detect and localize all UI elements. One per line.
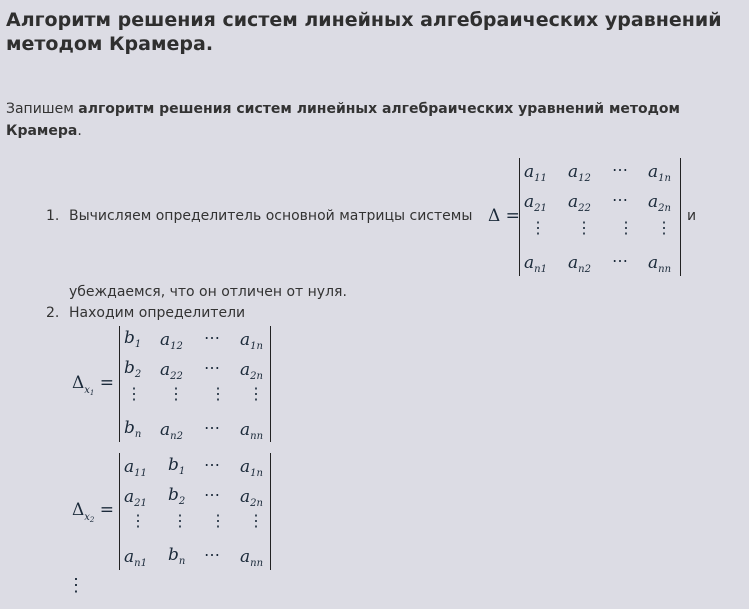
matrix-cell: ⋯ bbox=[612, 251, 628, 270]
intro-paragraph bbox=[6, 98, 736, 142]
intro-prefix: Запишем bbox=[6, 101, 79, 117]
matrix-cell: $a_{n1}$ bbox=[524, 253, 547, 275]
step2-text: Находим определители bbox=[69, 305, 246, 321]
matrix-cell: $a_{2n}$ bbox=[240, 487, 263, 509]
matrix-cell: $a_{1n}$ bbox=[240, 330, 263, 352]
matrix-cell: $b_n$ bbox=[168, 545, 186, 567]
main-determinant bbox=[519, 158, 681, 276]
matrix-cell: $a_{12}$ bbox=[160, 330, 183, 352]
step1-continuation: убеждаемся, что он отличен от нуля. bbox=[69, 284, 347, 300]
determinant-x1 bbox=[119, 326, 271, 442]
matrix-cell: ⋮ bbox=[248, 511, 264, 530]
matrix-cell: ⋯ bbox=[204, 545, 220, 564]
matrix-cell: $b_n$ bbox=[124, 418, 142, 440]
matrix-cell: $a_{2n}$ bbox=[648, 192, 671, 214]
matrix-cell: ⋮ bbox=[172, 511, 188, 530]
delta-x2-label: $\Delta_{x_2}$ = bbox=[72, 500, 115, 524]
matrix-cell: $b_2$ bbox=[124, 358, 142, 380]
matrix-cell: $a_{22}$ bbox=[160, 360, 183, 382]
matrix-cell: ⋮ bbox=[126, 384, 142, 403]
matrix-cell: $a_{n2}$ bbox=[568, 253, 591, 275]
matrix-cell: $a_{11}$ bbox=[524, 162, 547, 184]
matrix-cell: ⋮ bbox=[618, 218, 634, 237]
continuation-dots: ⋮ bbox=[67, 575, 85, 596]
matrix-cell: $a_{11}$ bbox=[124, 457, 147, 479]
step1-and: и bbox=[687, 208, 697, 224]
intro-bold: алгоритм решения систем линейных алгебраических уравнений методом Крамера bbox=[6, 101, 680, 139]
matrix-cell: $a_{22}$ bbox=[568, 192, 591, 214]
matrix-cell: ⋯ bbox=[204, 328, 220, 347]
matrix-cell: $a_{2n}$ bbox=[240, 360, 263, 382]
matrix-cell: $a_{n2}$ bbox=[160, 420, 183, 442]
matrix-cell: ⋮ bbox=[530, 218, 546, 237]
step1-number: 1. bbox=[46, 208, 60, 224]
matrix-cell: $b_1$ bbox=[168, 455, 186, 477]
matrix-cell: $b_1$ bbox=[124, 328, 142, 350]
matrix-cell: ⋯ bbox=[612, 160, 628, 179]
determinant-x2 bbox=[119, 453, 271, 570]
matrix-cell: $a_{nn}$ bbox=[240, 547, 264, 569]
matrix-cell: ⋮ bbox=[656, 218, 672, 237]
matrix-cell: ⋮ bbox=[576, 218, 592, 237]
matrix-cell: $b_2$ bbox=[168, 485, 186, 507]
matrix-cell: ⋯ bbox=[204, 358, 220, 377]
page-title: Алгоритм решения систем линейных алгебраических уравнений методом Крамера. bbox=[6, 9, 722, 55]
matrix-cell: ⋯ bbox=[204, 455, 220, 474]
matrix-cell: $a_{n1}$ bbox=[124, 547, 147, 569]
matrix-cell: $a_{nn}$ bbox=[240, 420, 264, 442]
step1-text: Вычисляем определитель основной матрицы системы bbox=[69, 208, 473, 224]
intro-suffix: . bbox=[77, 123, 82, 139]
matrix-cell: $a_{21}$ bbox=[524, 192, 547, 214]
matrix-cell: ⋯ bbox=[612, 190, 628, 209]
matrix-cell: $a_{12}$ bbox=[568, 162, 591, 184]
matrix-cell: $a_{nn}$ bbox=[648, 253, 672, 275]
matrix-cell: $a_{1n}$ bbox=[240, 457, 263, 479]
matrix-cell: $a_{1n}$ bbox=[648, 162, 671, 184]
delta-x1-label: $\Delta_{x_1}$ = bbox=[72, 373, 115, 397]
matrix-cell: ⋯ bbox=[204, 485, 220, 504]
matrix-cell: ⋮ bbox=[210, 511, 226, 530]
matrix-cell: ⋯ bbox=[204, 418, 220, 437]
step1-delta: Δ = bbox=[488, 206, 520, 226]
matrix-cell: ⋮ bbox=[210, 384, 226, 403]
matrix-cell: ⋮ bbox=[168, 384, 184, 403]
matrix-cell: ⋮ bbox=[130, 511, 146, 530]
matrix-cell: $a_{21}$ bbox=[124, 487, 147, 509]
step2-number: 2. bbox=[46, 305, 60, 321]
matrix-cell: ⋮ bbox=[248, 384, 264, 403]
